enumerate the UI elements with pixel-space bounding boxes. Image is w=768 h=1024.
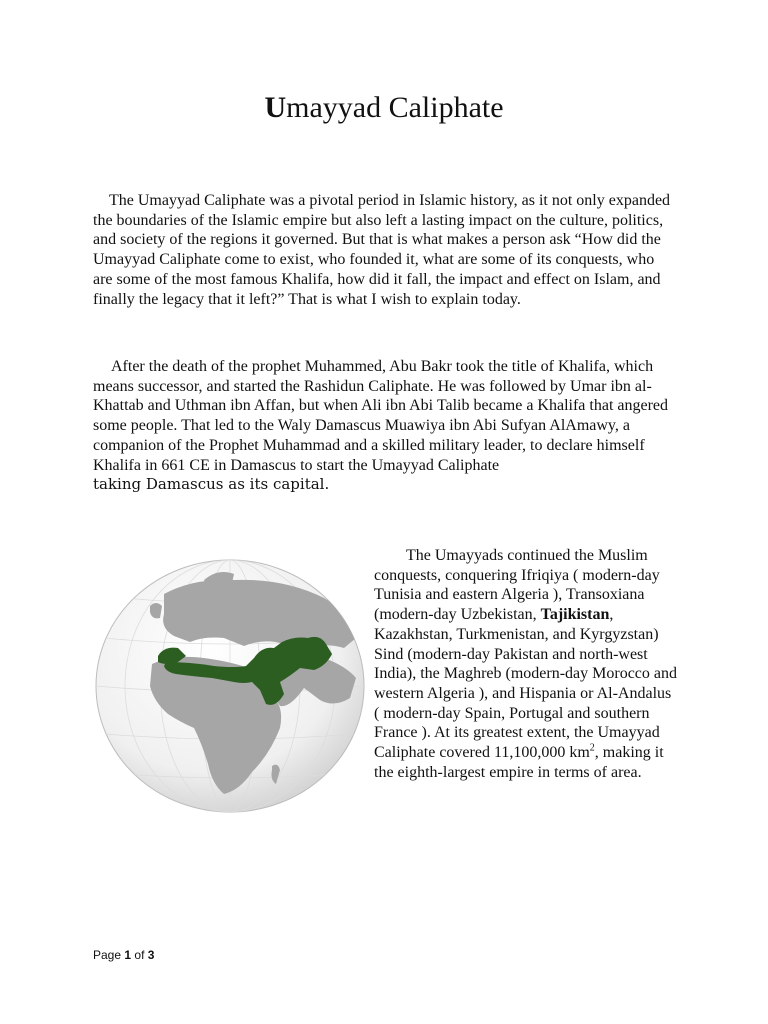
paragraph-conquests-superscript: 2 (589, 742, 595, 754)
footer-of-word: of (134, 948, 145, 962)
footer-page-current: 1 (124, 948, 132, 962)
title-first-letter: U (264, 91, 287, 124)
page-footer (93, 947, 154, 963)
footer-page-word: Page (93, 948, 122, 962)
paragraph-origins-text: After the death of the prophet Muhammed, Abu Bakr took the title of Khalifa, which means successor, and started the Rashidun Caliphate. He was followed by Umar ibn al-Khattab and Uthman ibn Affan, but when Ali ibn Abi Talib became a Khalifa that angered some people. That led to the Waly Damascus Muawiya ibn Abi Sufyan AlAmawy, a companion of the Prophet Muhammad and a skilled military leader, to declare himself Khalifa in 661 CE in Damascus to start the Umayyad Caliphate (93, 358, 669, 474)
globe-map-image (94, 558, 366, 814)
globe-map-svg (94, 558, 366, 814)
paragraph-origins (93, 357, 673, 495)
paragraph-intro-text: The Umayyad Caliphate was a pivotal period in Islamic history, as it not only expanded the boundaries of the Islamic empire but also left a lasting impact on the culture, politics, and society of the regions it governed. But that is what makes a person ask “How did the Umayyad Caliphate come to exist, who founded it, what are some of its conquests, who are some of the most famous Khalifa, how did it fall, the impact and effect on Islam, and finally the legacy that it left?” That is what I wish to explain today. (93, 192, 671, 308)
paragraph-conquests-text-b: , Kazakhstan, Turkmenistan, and Kyrgyzstan) Sind (modern-day Pakistan and north-west India), the Maghreb (modern-day Morocco and western Algeria ), and Hispania or Al-Andalus ( modern-day Spain, Portugal and southern France ). At its greatest extent, the Umayyad Caliphate covered 11,100,000 km (374, 606, 677, 762)
document-title (0, 88, 768, 128)
footer-page-total: 3 (147, 948, 155, 962)
paragraph-origins-tail: taking Damascus as its capital. (93, 475, 330, 494)
paragraph-conquests-text-c: , making it the eighth-largest empire in terms of area. (374, 744, 664, 781)
title-rest: mayyad Caliphate (286, 91, 504, 124)
paragraph-conquests-bold: Tajikistan (540, 606, 610, 624)
paragraph-intro (93, 191, 673, 309)
paragraph-conquests (374, 546, 680, 782)
paragraph-conquests-text-a: The Umayyads continued the Muslim conquests, conquering Ifriqiya ( modern-day Tunisia and eastern Algeria ), Transoxiana (modern-day Uzbekistan, (374, 547, 660, 624)
